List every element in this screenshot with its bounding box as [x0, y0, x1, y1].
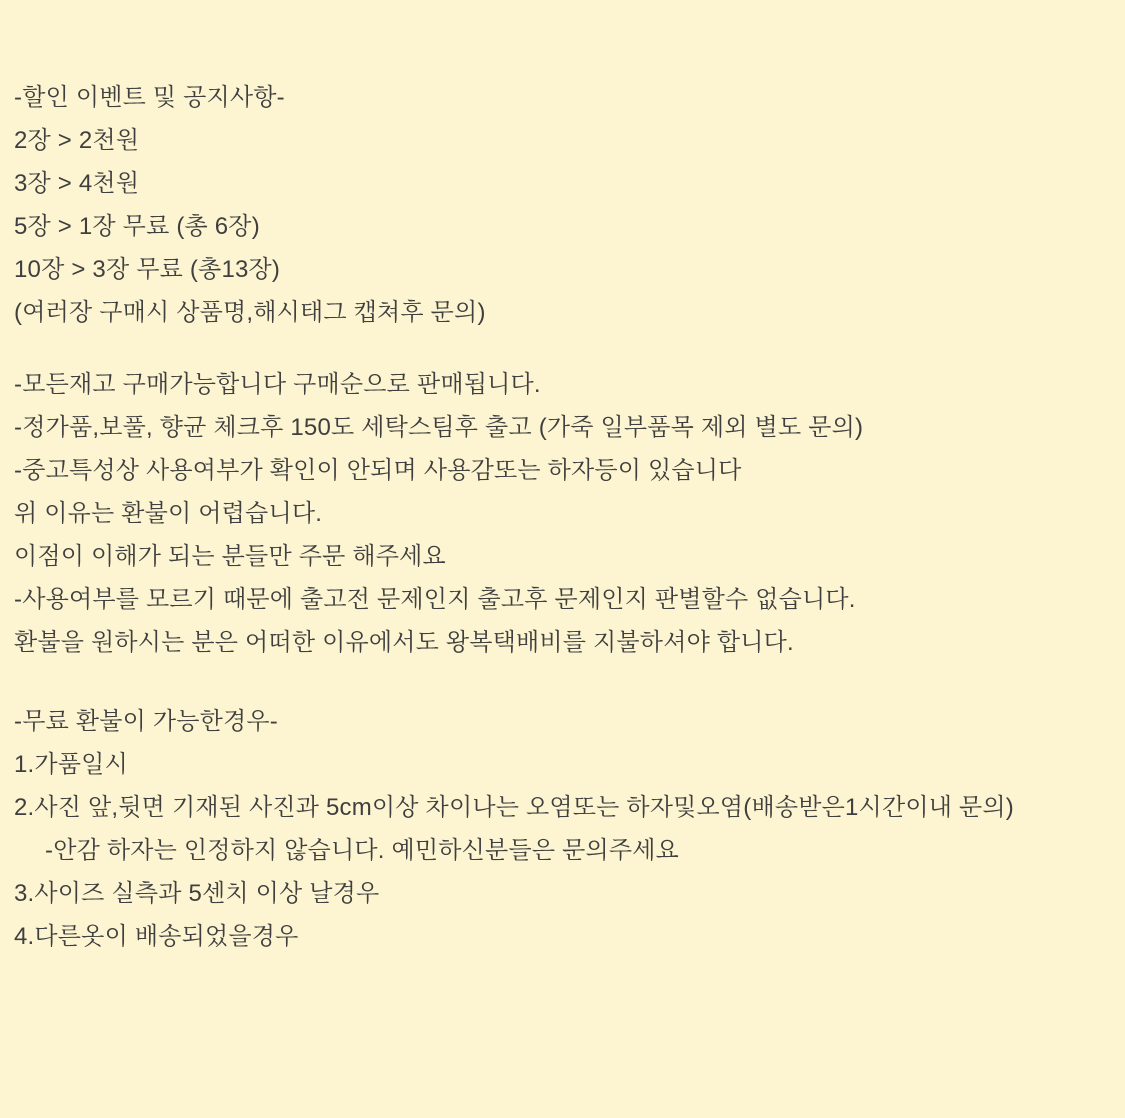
free-refund-section-heading: -무료 환불이 가능한경우-	[14, 708, 278, 735]
policy-line: -사용여부를 모르기 때문에 출고전 문제인지 출고후 문제인지 판별할수 없습니다.	[14, 586, 856, 613]
refund-case-line: 1.가품일시	[14, 751, 128, 778]
policy-line: 환불을 원하시는 분은 어떠한 이유에서도 왕복택배비를 지불하셔야 합니다.	[14, 629, 794, 656]
policy-line: 위 이유는 환불이 어렵습니다.	[14, 500, 323, 527]
policy-line: -모든재고 구매가능합니다 구매순으로 판매됩니다.	[14, 371, 541, 398]
policy-line: 이점이 이해가 되는 분들만 주문 해주세요	[14, 543, 446, 570]
policy-line: -정가품,보풀, 향균 체크후 150도 세탁스팀후 출고 (가죽 일부품목 제외 별도 문의)	[14, 414, 864, 441]
policy-line: -중고특성상 사용여부가 확인이 안되며 사용감또는 하자등이 있습니다	[14, 457, 742, 484]
discount-event-section	[14, 76, 1111, 334]
discount-tier-line: 3장 > 4천원	[14, 170, 140, 197]
discount-tier-line: 5장 > 1장 무료 (총 6장)	[14, 213, 260, 240]
sales-policy-section	[14, 363, 1111, 664]
discount-section-heading: -할인 이벤트 및 공지사항-	[14, 84, 285, 111]
refund-case-line: 3.사이즈 실측과 5센치 이상 날경우	[14, 880, 380, 907]
discount-tier-line: 2장 > 2천원	[14, 127, 140, 154]
refund-case-line: 2.사진 앞,뒷면 기재된 사진과 5cm이상 차이나는 오염또는 하자및오염(배송받은1시간이내 문의)	[14, 794, 1014, 821]
free-refund-section	[14, 700, 1111, 958]
discount-note-line: (여러장 구매시 상품명,해시태그 캡쳐후 문의)	[14, 299, 486, 326]
refund-case-subnote-line: -안감 하자는 인정하지 않습니다. 예민하신분들은 문의주세요	[45, 837, 679, 864]
discount-tier-line: 10장 > 3장 무료 (총13장)	[14, 256, 281, 283]
refund-case-line: 4.다른옷이 배송되었을경우	[14, 923, 299, 950]
